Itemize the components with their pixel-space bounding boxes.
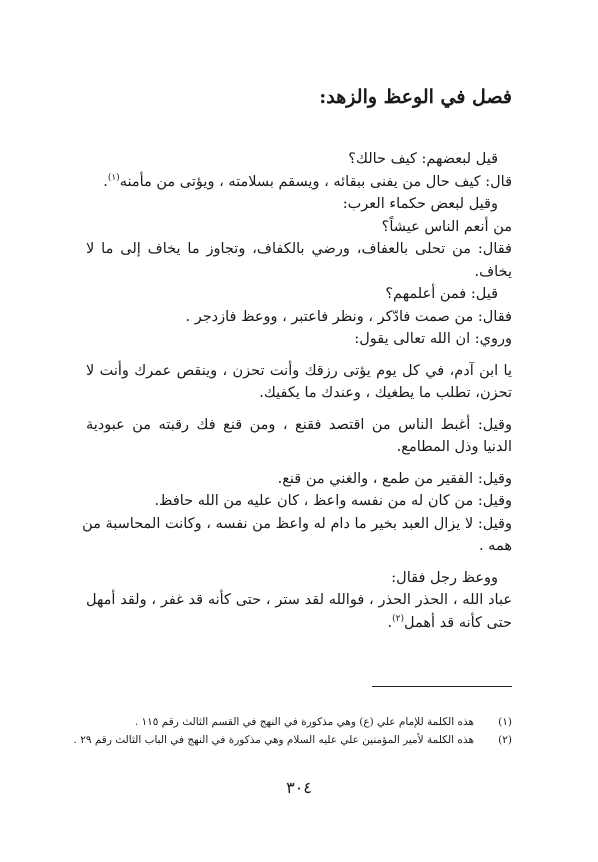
text-line: الدنيا وذل المطامع. [396,439,512,455]
text-line: وقيل: لا يزال العبد بخير ما دام له واعظ من نفسه ، وكانت المحاسبة من [82,515,512,532]
text-line [86,612,512,635]
paragraph-gap [86,459,512,468]
text-line: وقيل: من كان له من نفسه واعظ ، كان عليه من الله حافظ. [154,493,512,509]
footnote-text: هذه الكلمة لأمير المؤمنين علي عليه السلام وهي مذكورة في النهج في الباب الثالث رقم ٢٩ . [73,734,474,746]
text-line: همه . [478,538,512,554]
text-line: تحزن، تطلب ما يطغيك ، وعندك ما يكفيك. [259,385,512,401]
text-line: قيل: فمن أعلمهم؟ [385,286,498,302]
footnote [73,731,512,749]
footnote-marker: (١) [107,172,120,183]
text-line: فقال: من صمت فادّكر ، ونظر فاعتبر ، ووعظ فازدجر . [185,308,512,325]
text-line: وقيل لبعض حكماء العرب: [342,196,498,212]
line-end-mark: . [387,614,393,631]
paragraph-gap [86,405,512,414]
text-line: وقيل: أغبط الناس من اقتصد فقنع ، ومن قنع فك رقبته من عبودية [86,416,512,433]
text-line: قيل لبعضهم: كيف حالك؟ [348,151,498,167]
footnote-number: (٢) [498,734,512,746]
footnotes [73,713,512,749]
line-end-mark: . [103,173,108,190]
footnote-divider [372,686,512,687]
text-line-content: حتى كأنه قد أهمل [404,614,512,631]
text-line: وروي: ان الله تعالى يقول: [354,331,512,347]
paragraph-gap [86,351,512,360]
body-text [82,148,512,634]
text-line: وقيل: الفقير من طمع ، والغني من قنع. [277,470,512,487]
footnote-number: (١) [498,716,512,728]
page-number: ٣٠٤ [286,778,312,797]
footnote-marker: (٢) [392,613,405,624]
text-line: ووعظ رجل فقال: [391,569,498,586]
section-heading: فصل في الوعظ والزهد: [319,86,512,108]
text-line: فقال: من تحلى بالعفاف، ورضي بالكفاف، وتجاوز ما يخاف إلى ما لا [86,241,512,257]
text-line: من أنعم الناس عيشاً؟ [381,218,512,235]
paragraph-gap [86,558,512,567]
text-line: يخاف. [474,263,512,280]
text-line: عباد الله ، الحذر الحذر ، فوالله لقد ستر ، حتى كأنه قد غفر ، ولقد أمهل [86,592,512,608]
footnote [86,713,512,731]
text-line [86,171,512,194]
text-line-content: قال: كيف حال من يفنى ببقائه ، ويسقم بسلامته ، ويؤتى من مأمنه [119,173,512,190]
text-line: يا ابن آدم، في كل يوم يؤتى رزقك وأنت تحزن ، وينقص عمرك وأنت لا [86,362,512,379]
footnote-text: هذه الكلمة للإمام علي (ع) وهي مذكورة في النهج في القسم الثالث رقم ١١٥ . [134,716,474,728]
